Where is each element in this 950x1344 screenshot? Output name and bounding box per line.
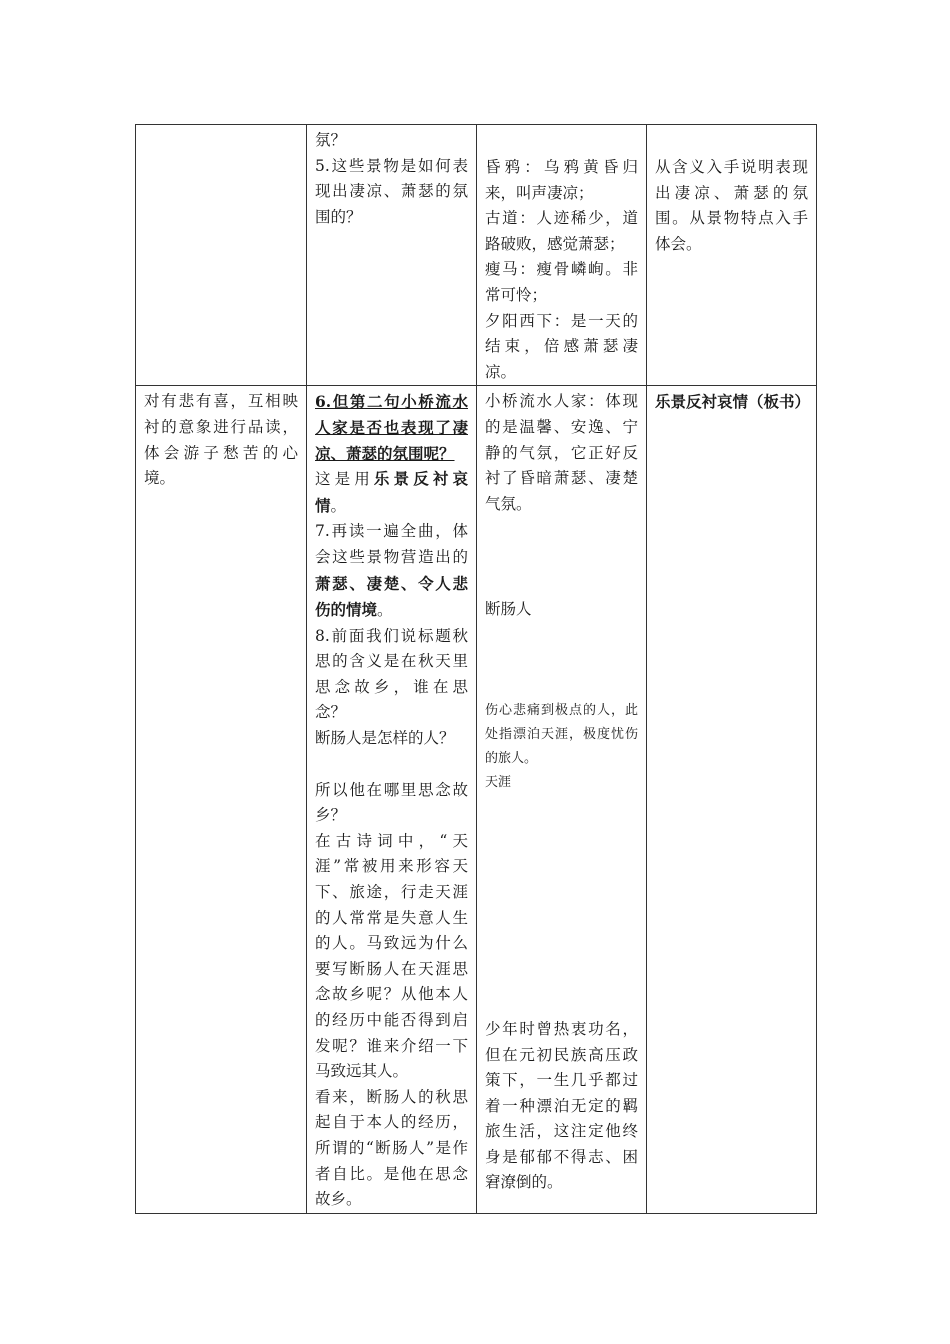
lesson-plan-table bbox=[135, 124, 817, 1214]
design-intent-text: 从含义入手说明表现出凄凉、萧瑟的氛围。从景物特点入手体会。 bbox=[655, 158, 808, 253]
goal-text: 对有悲有喜，互相映衬的意象进行品读，体会游子愁苦的心境。 bbox=[144, 392, 298, 488]
goal-cell bbox=[136, 386, 307, 1214]
text-span: 。 bbox=[377, 601, 393, 620]
question-8: 8.前面我们说标题秋思的含义是在秋天里思念故乡，谁在思念？ bbox=[315, 626, 468, 722]
question-5: 5.这些景物是如何表现出凄凉、萧瑟的氛围的？ bbox=[315, 156, 468, 226]
question-8c: 所以他在哪里思念故乡？ bbox=[315, 780, 468, 825]
answer-6: 小桥流水人家：体现的是温馨、安逸、宁静的气氛，它正好反衬了昏暗萧瑟、凄楚气氛。 bbox=[485, 392, 638, 513]
blackboard-note: 乐景反衬哀情（板书） bbox=[655, 392, 811, 412]
question-8d: 在古诗词中，“天涯”常被用来形容天下、旅途，行走天涯的人常常是失意人生的人。马致远为什么要写断肠人在天涯思念故乡呢？从他本人的经历中能否得到启发呢？谁来介绍一下马致远其人。 bbox=[315, 831, 468, 1081]
text-span: 7.再读一遍全曲，体会这些景物营造出的 bbox=[315, 522, 468, 566]
teacher-activity-cell bbox=[307, 386, 477, 1214]
student-activity-cell bbox=[477, 125, 647, 386]
answer-line: 瘦马：瘦骨嶙峋。非常可怜； bbox=[485, 260, 638, 304]
question-6: 6.但第二句小桥流水人家是否也表现了凄凉、萧瑟的氛围呢？ bbox=[315, 392, 468, 463]
emphasis-text: 乐景反衬哀情 bbox=[315, 469, 468, 515]
goal-cell bbox=[136, 125, 307, 386]
answer-8d: 少年时曾热衷功名，但在元初民族高压政策下，一生几乎都过着一种漂泊无定的羁旅生活，这注定他终身是郁郁不得志、困窘潦倒的。 bbox=[485, 1019, 638, 1192]
design-intent-cell bbox=[647, 125, 817, 386]
answer-line: 夕阳西下：是一天的结束，倍感萧瑟凄凉。 bbox=[485, 311, 638, 381]
answer-line: 昏鸦：乌鸦黄昏归来，叫声凄凉； bbox=[485, 158, 638, 202]
answer-8: 断肠人 bbox=[485, 600, 532, 619]
text-span: 这是用 bbox=[315, 470, 374, 489]
student-activity-cell bbox=[477, 386, 647, 1214]
question-continuation: 氛？ bbox=[315, 131, 347, 149]
answer-line: 古道：人迹稀少，道路破败，感觉萧瑟； bbox=[485, 209, 638, 253]
question-6-note bbox=[315, 466, 468, 519]
answer-8b: 伤心悲痛到极点的人，此处指漂泊天涯，极度忧伤的旅人。 bbox=[485, 702, 638, 766]
table-row bbox=[136, 386, 817, 1214]
table-row bbox=[136, 125, 817, 386]
question-7 bbox=[315, 519, 468, 623]
question-8e: 看来，断肠人的秋思起自于本人的经历，所谓的“断肠人”是作者自比。是他在思念故乡。 bbox=[315, 1087, 468, 1209]
answer-8c: 天涯 bbox=[485, 774, 512, 790]
design-intent-cell bbox=[647, 386, 817, 1214]
teacher-activity-cell bbox=[307, 125, 477, 386]
emphasis-text: 萧瑟、凄楚、令人悲伤的情境 bbox=[315, 573, 468, 620]
question-8b: 断肠人是怎样的人？ bbox=[315, 729, 455, 748]
text-span: 。 bbox=[330, 496, 347, 515]
